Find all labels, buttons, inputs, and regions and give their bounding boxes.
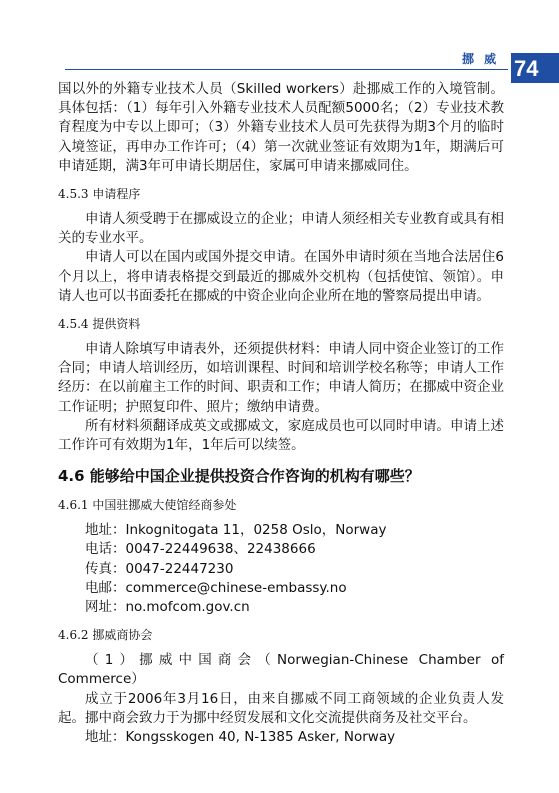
page-body [58,80,504,747]
running-header: 挪 威 [462,52,500,66]
paragraph: 申请人须受聘于在挪威设立的企业；申请人须经相关专业教育或具有相关的专业水平。 [58,211,504,247]
section-heading-4-5-3: 4.5.3 申请程序 [58,187,141,202]
intro-paragraph: 国以外的外籍专业技术人员（Skilled workers）赴挪威工作的入境管制。具体包括：（1）每年引入外籍专业技术人员配额5000名；（2）专业技术教育程度为中专以上即可；（3）外籍专业技术人员可先获得为期3个月的临时入境签证，再申办工作许可；（4）第一次就业签证有效期为1年，期满后可申请延期，满3年可申请长期居住，家属可申请来挪威同住。 [58,81,504,174]
section-heading-4-6: 4.6 能够给中国企业提供投资合作咨询的机构有哪些？ [58,467,420,486]
fax-line: 传真：0047-22447230 [85,560,234,577]
website-line: 网址：no.mofcom.gov.cn [85,599,250,616]
section-heading-4-6-2: 4.6.2 挪威商协会 [58,628,153,643]
paragraph: 所有材料须翻译成英文或挪威文，家庭成员也可以同时申请。申请上述工作许可有效期为1年，1年后可以续签。 [58,417,504,454]
paragraph: 成立于2006年3月16日，由来自挪威不同工商领域的企业负责人发起。挪中商会致力于为挪中经贸发展和文化交流提供商务及社交平台。 [58,690,504,726]
phone-line: 电话：0047-22449638、22438666 [85,541,316,558]
paragraph: （1）挪威中国商会（Norwegian-Chinese Chamber of Commerce） [58,652,504,688]
paragraph: 申请人除填写申请表外，还须提供材料：申请人同中资企业签订的工作合同；申请人培训经历，如培训课程、时间和培训学校名称等；申请人工作经历：在以前雇主工作的时间、职责和工作；申请人简历；在挪威中资企业工作证明；护照复印件、照片；缴纳申请费。 [58,341,504,415]
section-heading-4-5-4: 4.5.4 提供资料 [58,317,141,332]
address-line: 地址：Kongsskogen 40, N-1385 Asker, Norway [85,729,396,746]
paragraph: 申请人可以在国内或国外提交申请。在国外申请时须在当地合法居住6个月以上，将申请表格提交到最近的挪威外交机构（包括使馆、领馆）。申请人也可以书面委托在挪威的中资企业向企业所在地的警察局提出申请。 [58,249,504,304]
embassy-contact-block [58,521,504,617]
section-heading-4-6-1: 4.6.1 中国驻挪威大使馆经商参处 [58,498,237,513]
address-line: 地址：Inkognitogata 11，0258 Oslo，Norway [85,522,387,539]
header-rule [65,69,508,70]
page-number: 74 [514,56,539,81]
email-line: 电邮：commerce@chinese-embassy.no [85,579,347,596]
